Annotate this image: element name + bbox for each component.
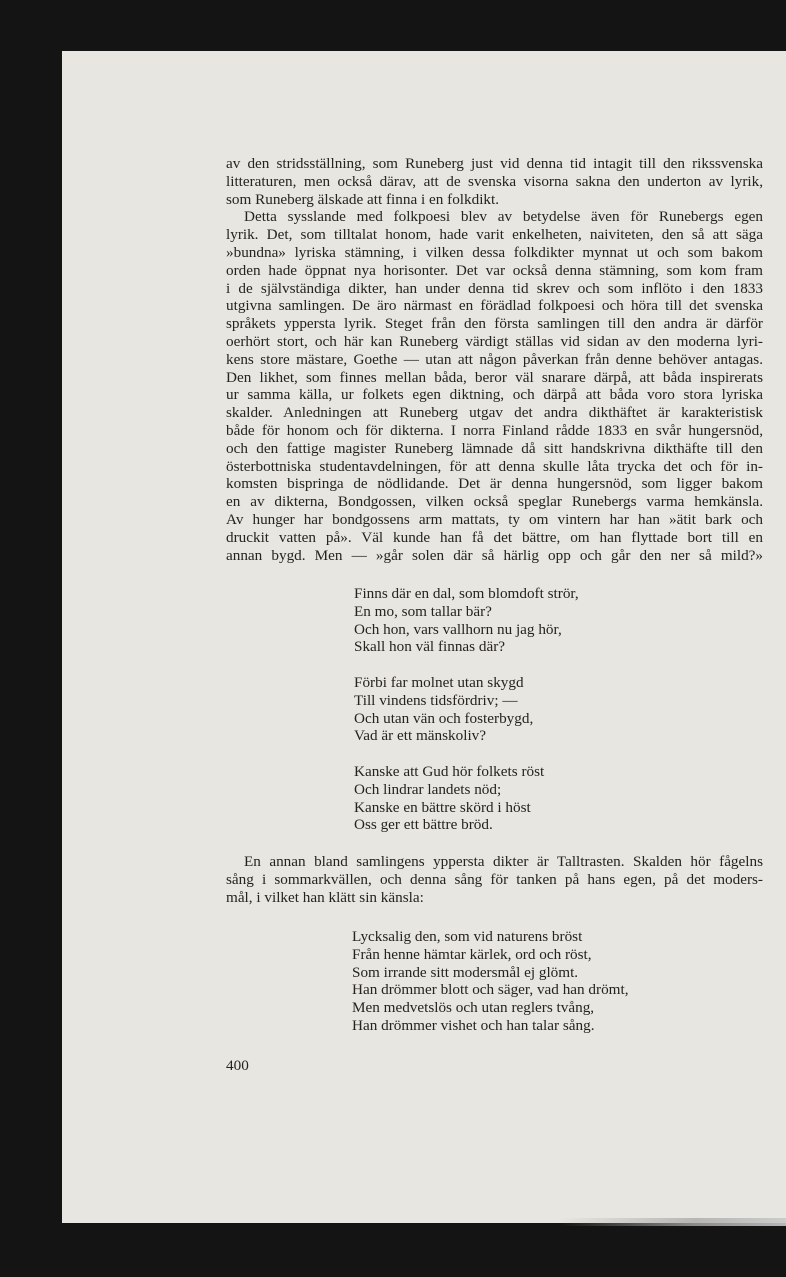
poem-stanza [354,585,579,656]
text-line: litteraturen, men också därav, att de svenska visorna sakna den underton av lyrik, [226,172,763,190]
poem-line: Han drömmer vishet och han talar sång. [352,1016,595,1034]
paragraph-1 [226,155,763,208]
text-line: komsten bispringa de nödlidande. Det är denna hungersnöd, som ligger bakom [226,475,763,493]
page-number: 400 [226,1057,249,1074]
poem-line: Till vindens tidsfördriv; — [354,691,518,709]
text-line: oerhört stort, och här kan Runeberg värdigt ställas vid sidan av den moderna lyri- [226,332,763,350]
page-edge-shadow [560,1218,786,1226]
text-line: druckit vatten på». Väl kunde han få det bättre, om han flyttade bort till en [226,528,763,546]
poem-line: Och utan vän och fosterbygd, [354,709,534,727]
text-line: En annan bland samlingens yppersta dikter är Talltrasten. Skalden hör fågelns [244,853,763,870]
paragraph-3 [226,853,763,906]
text-line: skalder. Anledningen att Runeberg utgav det andra dikthäftet är karakteristisk [226,404,763,422]
text-line: ur samma källa, ur folkets egen diktning, och därpå att båda voro stora lyriska [226,386,763,404]
poem-line: Förbi far molnet utan skygd [354,673,524,691]
poem-line: Han drömmer blott och säger, vad han drömt, [352,981,629,999]
poem-line: Och hon, vars vallhorn nu jag hör, [354,620,562,638]
poem-bondgossen [354,585,579,852]
text-line: en av dikterna, Bondgossen, vilken också speglar Runebergs varma hemkänsla. [226,493,763,511]
text-line: av den stridsställning, som Runeberg just vid denna tid intagit till den rikssvenska [226,155,763,172]
poem-line: Oss ger ett bättre bröd. [354,816,493,834]
text-line: Detta sysslande med folkpoesi blev av betydelse även för Runebergs egen [244,208,763,226]
text-line: sång i sommarkvällen, och denna sång för tanken på hans egen, på det moders- [226,870,763,888]
poem-stanza [354,674,579,745]
poem-line: Från henne hämtar kärlek, ord och röst, [352,945,592,963]
poem-talltrasten [352,928,629,1035]
poem-line: Skall hon väl finnas där? [354,638,505,656]
text-line: och den fattige magister Runeberg lämnade då sitt handskrivna dikthäfte till den [226,439,763,457]
text-line: både för honom och för dikterna. I norra Finland rådde 1833 en svår hungersnöd, [226,421,763,439]
text-line: »bundna» lyriska stämning, i vilken dessa folkdikter mynnat ut och som bakom [226,243,763,261]
text-line: annan bygd. Men — »går solen där så härlig opp och går den ner så mild?» [226,546,763,564]
poem-line: Vad är ett mänskoliv? [354,727,487,745]
body-text [226,155,763,564]
poem-line: Lycksalig den, som vid naturens bröst [352,928,583,945]
poem-line: Och lindrar landets nöd; [354,780,502,798]
paragraph-2 [226,208,763,564]
text-line: Den likhet, som finnes mellan båda, beror väl snarare därpå, att båda inspirerats [226,368,763,386]
text-line: österbottniska studentavdelningen, för att denna skulle låta trycka det och för in- [226,457,763,475]
poem-line: Som irrande sitt modersmål ej glömt. [352,963,579,981]
text-line: kens store mästare, Goethe — utan att någon påverkan från denne behöver antagas. [226,350,763,368]
poem-stanza [354,763,579,834]
text-line: lyrik. Det, som tilltalat honom, hade varit enkelheten, naiviteten, den så att säga [226,226,763,244]
poem-line: En mo, som tallar bär? [354,602,492,620]
poem-line: Men medvetslös och utan reglers tvång, [352,999,595,1017]
text-line: som Runeberg älskade att finna i en folkdikt. [226,190,500,208]
text-line: utgivna samlingen. De äro närmast en förädlad folkpoesi och höra till det svenska [226,297,763,315]
poem-line: Kanske en bättre skörd i höst [354,798,531,816]
text-line: mål, i vilket han klätt sin känsla: [226,888,424,906]
poem-line: Kanske att Gud hör folkets röst [354,762,545,780]
text-line: språkets yppersta lyrik. Steget från den första samlingen till den andra är därför [226,315,763,333]
text-line: orden hade öppnat nya horisonter. Det var också denna stämning, som kom fram [226,261,763,279]
text-line: Av hunger har bondgossens arm mattats, ty om vintern har han »ätit bark och [226,510,763,528]
text-line: i de självständiga dikter, han under denna tid skrev och som inflöto i den 1833 [226,279,763,297]
body-text-2 [226,853,763,906]
poem-line: Finns där en dal, som blomdoft strör, [354,585,579,602]
